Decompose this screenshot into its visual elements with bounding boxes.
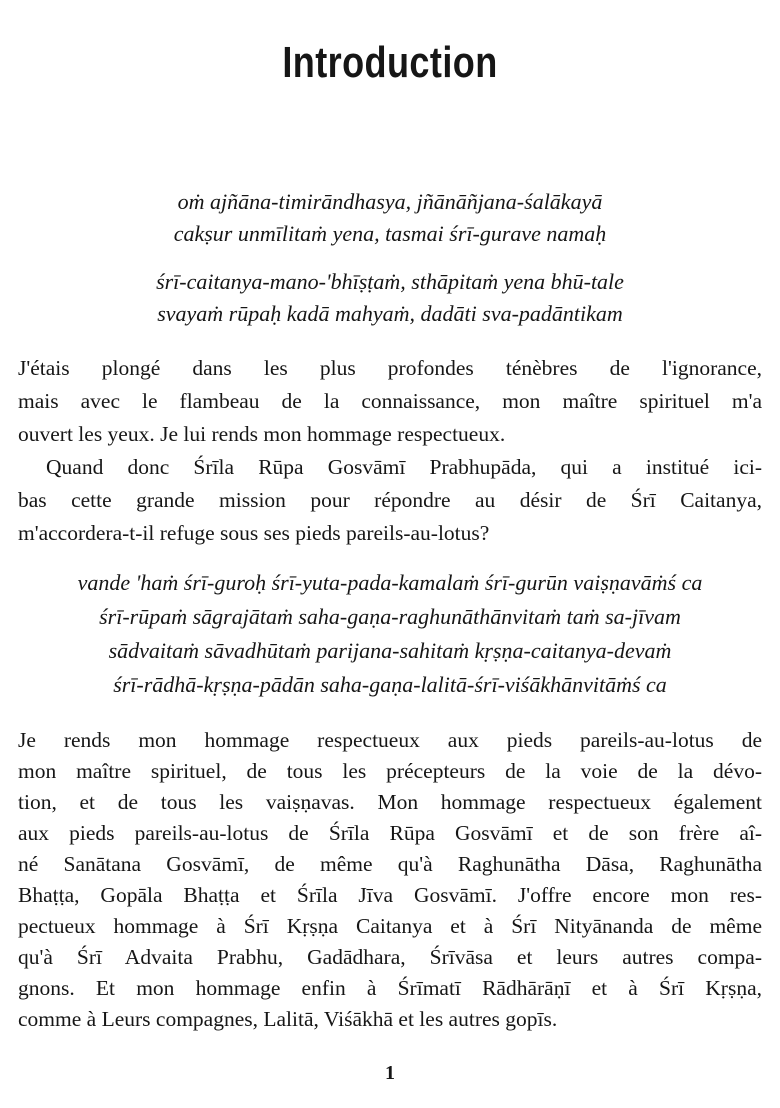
text-line: né Sanātana Gosvāmī, de même qu'à Raghunātha Dāsa, Raghunātha — [18, 852, 762, 876]
text-line: gnons. Et mon hommage enfin à Śrīmatī Rādhārāṇī et à Śrī Kṛṣṇa, — [18, 976, 762, 1000]
verse-invocation-2 — [0, 266, 780, 330]
text-line: J'étais plongé dans les plus profondes ténèbres de l'ignorance, — [18, 356, 762, 380]
verse-line: śrī-caitanya-mano-'bhīṣṭaṁ, sthāpitaṁ yena bhū-tale — [156, 269, 624, 294]
verse-line: vande 'haṁ śrī-guroḥ śrī-yuta-pada-kamalaṁ śrī-gurūn vaiṣṇavāṁś ca — [77, 570, 703, 595]
text-line: mon maître spirituel, de tous les précepteurs de la voie de la dévo- — [18, 759, 762, 783]
text-line: Je rends mon hommage respectueux aux pieds pareils-au-lotus de — [18, 728, 762, 752]
verse-line: śrī-rādhā-kṛṣṇa-pādān saha-gaṇa-lalitā-śrī-viśākhānvitāṁś ca — [113, 672, 667, 697]
verse-line: śrī-rūpaṁ sāgrajātaṁ saha-gaṇa-raghunāthānvitaṁ taṁ sa-jīvam — [99, 604, 681, 629]
text-line: ouvert les yeux. Je lui rends mon hommage respectueux. — [18, 422, 506, 446]
text-line: m'accordera-t-il refuge sous ses pieds pareils-au-lotus? — [18, 521, 490, 545]
text-line: qu'à Śrī Advaita Prabhu, Gadādhara, Śrīvāsa et leurs autres compa- — [18, 945, 762, 969]
verse-line: oṁ ajñāna-timirāndhasya, jñānāñjana-śalākayā — [177, 189, 603, 214]
text-line: tion, et de tous les vaiṣṇavas. Mon hommage respectueux également — [18, 790, 762, 814]
page-number: 1 — [385, 1062, 395, 1084]
text-line: comme à Leurs compagnes, Lalitā, Viśākhā et les autres gopīs. — [18, 1007, 558, 1031]
verse-invocation-1 — [0, 186, 780, 250]
text-line: aux pieds pareils-au-lotus de Śrīla Rūpa Gosvāmī et de son frère aî- — [18, 821, 762, 845]
text-line: bas cette grande mission pour répondre au désir de Śrī Caitanya, — [18, 488, 762, 512]
text-line: pectueux hommage à Śrī Kṛṣṇa Caitanya et à Śrī Nityānanda de même — [18, 914, 762, 938]
verse-line: sādvaitaṁ sāvadhūtaṁ parijana-sahitaṁ kṛṣṇa-caitanya-devaṁ — [108, 638, 672, 663]
verse-line: svayaṁ rūpaḥ kadā mahyaṁ, dadāti sva-padāntikam — [157, 301, 623, 326]
page-title: Introduction — [282, 38, 498, 87]
text-line: Bhaṭṭa, Gopāla Bhaṭṭa et Śrīla Jīva Gosvāmī. J'offre encore mon res- — [18, 883, 762, 907]
text-line: mais avec le flambeau de la connaissance, mon maître spirituel m'a — [18, 389, 762, 413]
translation-paragraph-1 — [18, 352, 762, 550]
translation-paragraph-2 — [18, 725, 762, 1035]
text-line: Quand donc Śrīla Rūpa Gosvāmī Prabhupāda, qui a institué ici- — [46, 455, 762, 479]
verse-line: cakṣur unmīlitaṁ yena, tasmai śrī-gurave namaḥ — [173, 221, 607, 246]
verse-invocation-3 — [0, 566, 780, 702]
